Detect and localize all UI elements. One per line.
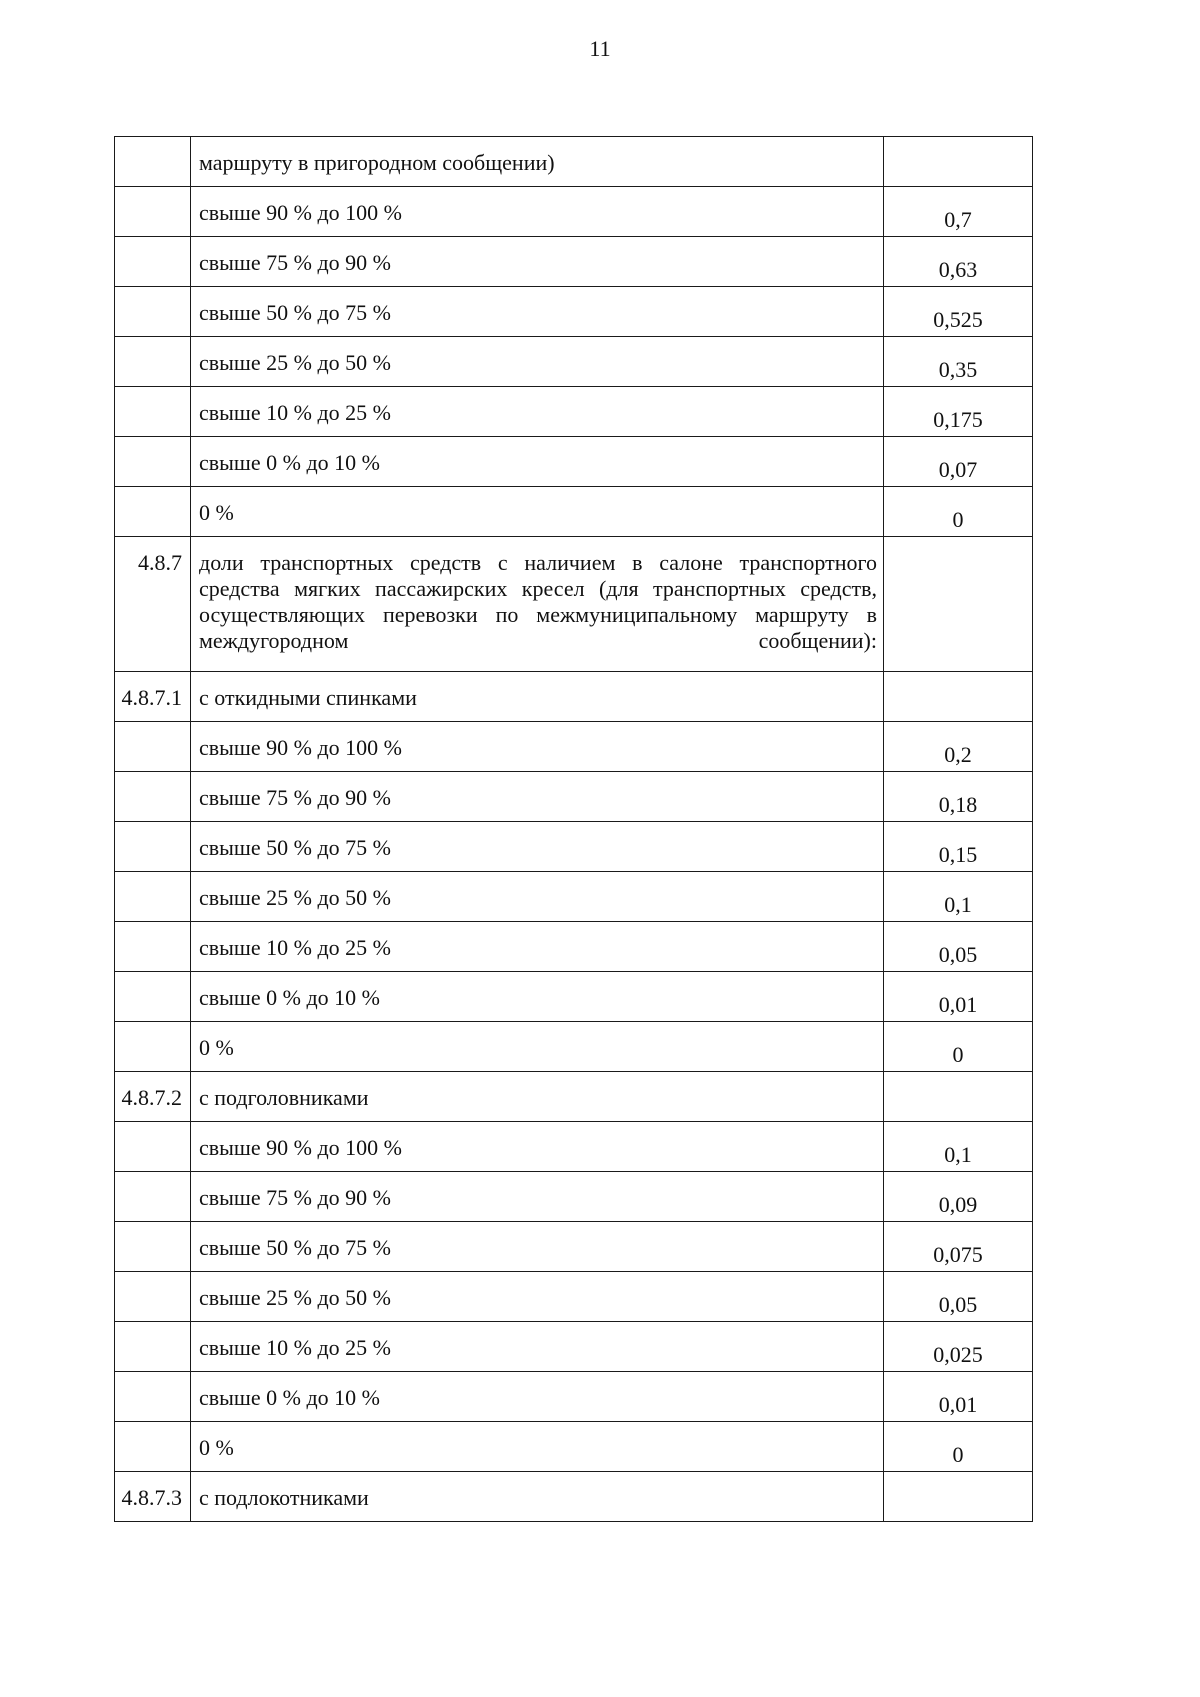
table-row bbox=[115, 387, 1033, 437]
criterion-text-cell: свыше 50 % до 75 % bbox=[191, 1222, 884, 1272]
table-row bbox=[115, 537, 1033, 672]
criterion-text-cell: свыше 25 % до 50 % bbox=[191, 1272, 884, 1322]
item-number-cell bbox=[115, 772, 191, 822]
coefficient-value-cell bbox=[884, 1472, 1033, 1522]
item-number-cell bbox=[115, 1022, 191, 1072]
table-row bbox=[115, 1072, 1033, 1122]
table-row bbox=[115, 1322, 1033, 1372]
item-number-cell bbox=[115, 822, 191, 872]
coefficient-table bbox=[114, 136, 1033, 1522]
table-row bbox=[115, 1372, 1033, 1422]
table-row bbox=[115, 1422, 1033, 1472]
coefficient-value-cell: 0,525 bbox=[884, 287, 1033, 337]
table-row bbox=[115, 1222, 1033, 1272]
table-row bbox=[115, 872, 1033, 922]
table-row bbox=[115, 972, 1033, 1022]
table-row bbox=[115, 722, 1033, 772]
table-row bbox=[115, 922, 1033, 972]
criterion-text-cell: свыше 50 % до 75 % bbox=[191, 287, 884, 337]
item-number-cell bbox=[115, 237, 191, 287]
table-row bbox=[115, 1172, 1033, 1222]
item-number-cell bbox=[115, 387, 191, 437]
criterion-text-cell: свыше 0 % до 10 % bbox=[191, 437, 884, 487]
coefficient-value-cell: 0,05 bbox=[884, 1272, 1033, 1322]
coefficient-value-cell bbox=[884, 137, 1033, 187]
criterion-text-cell: свыше 25 % до 50 % bbox=[191, 337, 884, 387]
table-row bbox=[115, 437, 1033, 487]
coefficient-value-cell: 0,35 bbox=[884, 337, 1033, 387]
criterion-text-cell: свыше 90 % до 100 % bbox=[191, 187, 884, 237]
table-row bbox=[115, 337, 1033, 387]
table-row bbox=[115, 822, 1033, 872]
criterion-text-cell: с подголовниками bbox=[191, 1072, 884, 1122]
item-number-cell: 4.8.7.3 bbox=[115, 1472, 191, 1522]
coefficient-value-cell: 0 bbox=[884, 1022, 1033, 1072]
criterion-text-cell: свыше 10 % до 25 % bbox=[191, 922, 884, 972]
coefficient-value-cell: 0,07 bbox=[884, 437, 1033, 487]
item-number-cell bbox=[115, 1222, 191, 1272]
criterion-text-cell: свыше 10 % до 25 % bbox=[191, 1322, 884, 1372]
table-row bbox=[115, 672, 1033, 722]
criterion-text-cell: 0 % bbox=[191, 487, 884, 537]
criterion-text-cell: свыше 50 % до 75 % bbox=[191, 822, 884, 872]
item-number-cell bbox=[115, 722, 191, 772]
item-number-cell: 4.8.7.1 bbox=[115, 672, 191, 722]
criterion-text-cell: 0 % bbox=[191, 1022, 884, 1072]
item-number-cell bbox=[115, 137, 191, 187]
item-number-cell bbox=[115, 872, 191, 922]
item-number-cell bbox=[115, 1122, 191, 1172]
table-row bbox=[115, 1472, 1033, 1522]
criterion-text-cell: свыше 10 % до 25 % bbox=[191, 387, 884, 437]
table-row bbox=[115, 1022, 1033, 1072]
item-number-cell bbox=[115, 337, 191, 387]
item-number-cell: 4.8.7.2 bbox=[115, 1072, 191, 1122]
item-number-cell bbox=[115, 1422, 191, 1472]
coefficient-value-cell: 0,01 bbox=[884, 972, 1033, 1022]
criterion-text-cell: свыше 25 % до 50 % bbox=[191, 872, 884, 922]
item-number-cell bbox=[115, 487, 191, 537]
item-number-cell bbox=[115, 1322, 191, 1372]
coefficient-value-cell bbox=[884, 1072, 1033, 1122]
coefficient-value-cell: 0,025 bbox=[884, 1322, 1033, 1372]
criterion-text-cell: свыше 75 % до 90 % bbox=[191, 237, 884, 287]
criterion-text-cell: свыше 0 % до 10 % bbox=[191, 1372, 884, 1422]
coefficient-value-cell: 0 bbox=[884, 487, 1033, 537]
coefficient-value-cell: 0,01 bbox=[884, 1372, 1033, 1422]
table-body bbox=[115, 137, 1033, 1522]
criterion-text-cell: свыше 75 % до 90 % bbox=[191, 1172, 884, 1222]
table-row bbox=[115, 772, 1033, 822]
criterion-text-cell: свыше 75 % до 90 % bbox=[191, 772, 884, 822]
coefficient-value-cell: 0,075 bbox=[884, 1222, 1033, 1272]
criterion-text-cell: доли транспортных средств с наличием в салоне транспортного средства мягких пассажирских кресел (для транспортных средств, осуществляющих перевозки по межмуниципальному маршруту в междугородном сообщении): bbox=[191, 537, 884, 672]
coefficient-value-cell: 0,175 bbox=[884, 387, 1033, 437]
coefficient-value-cell: 0,7 bbox=[884, 187, 1033, 237]
item-number-cell bbox=[115, 187, 191, 237]
table-row bbox=[115, 487, 1033, 537]
coefficient-value-cell: 0,18 bbox=[884, 772, 1033, 822]
criterion-text-cell: 0 % bbox=[191, 1422, 884, 1472]
coefficient-value-cell: 0,09 bbox=[884, 1172, 1033, 1222]
coefficient-value-cell: 0,1 bbox=[884, 1122, 1033, 1172]
item-number-cell: 4.8.7 bbox=[115, 537, 191, 672]
table-row bbox=[115, 287, 1033, 337]
coefficient-value-cell bbox=[884, 672, 1033, 722]
table-row bbox=[115, 1122, 1033, 1172]
item-number-cell bbox=[115, 922, 191, 972]
item-number-cell bbox=[115, 287, 191, 337]
coefficient-value-cell: 0,2 bbox=[884, 722, 1033, 772]
item-number-cell bbox=[115, 1272, 191, 1322]
item-number-cell bbox=[115, 1172, 191, 1222]
table-row bbox=[115, 1272, 1033, 1322]
item-number-cell bbox=[115, 1372, 191, 1422]
table-row bbox=[115, 187, 1033, 237]
table-row bbox=[115, 237, 1033, 287]
page-number: 11 bbox=[589, 36, 611, 61]
criterion-text-cell: с откидными спинками bbox=[191, 672, 884, 722]
criterion-text-cell: свыше 0 % до 10 % bbox=[191, 972, 884, 1022]
coefficient-value-cell: 0,15 bbox=[884, 822, 1033, 872]
item-number-cell bbox=[115, 972, 191, 1022]
criterion-text-cell: с подлокотниками bbox=[191, 1472, 884, 1522]
coefficient-value-cell bbox=[884, 537, 1033, 672]
criterion-text-cell: свыше 90 % до 100 % bbox=[191, 1122, 884, 1172]
item-number-cell bbox=[115, 437, 191, 487]
criterion-text-cell: свыше 90 % до 100 % bbox=[191, 722, 884, 772]
coefficient-value-cell: 0,63 bbox=[884, 237, 1033, 287]
criterion-text-cell: маршруту в пригородном сообщении) bbox=[191, 137, 884, 187]
coefficient-value-cell: 0,05 bbox=[884, 922, 1033, 972]
coefficient-value-cell: 0,1 bbox=[884, 872, 1033, 922]
coefficient-value-cell: 0 bbox=[884, 1422, 1033, 1472]
table-row bbox=[115, 137, 1033, 187]
